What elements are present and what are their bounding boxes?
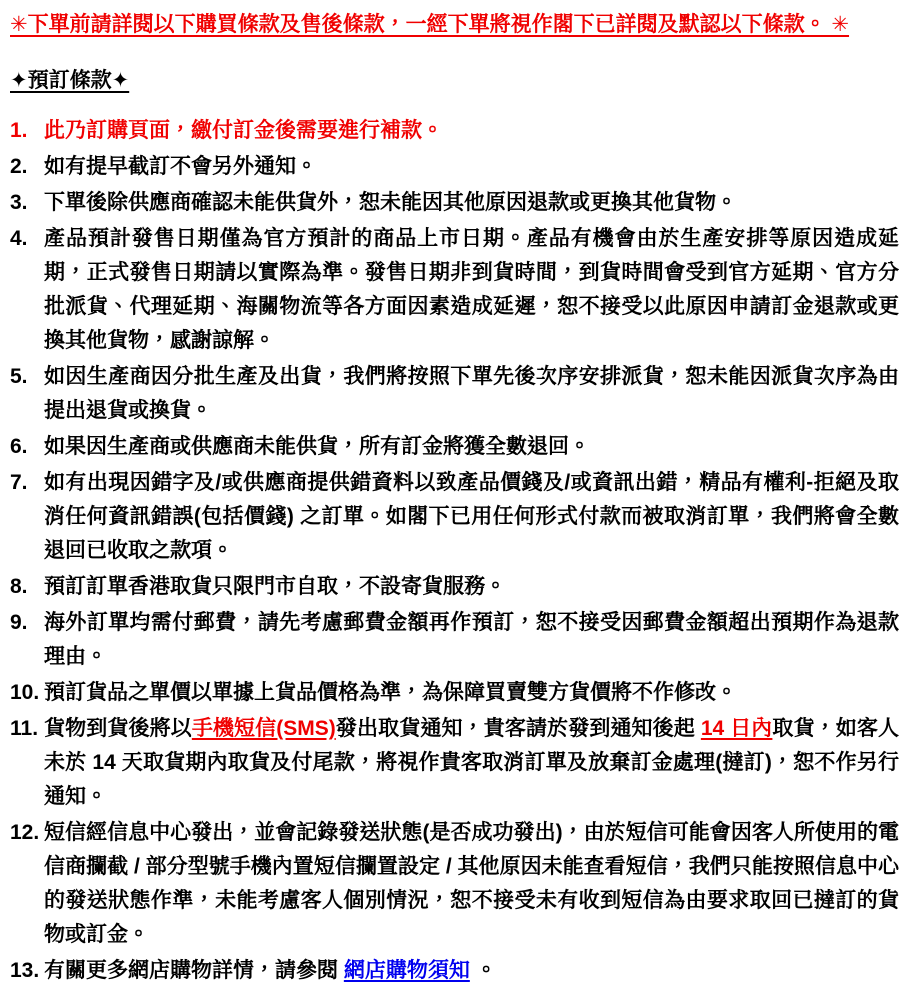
term-text xyxy=(44,435,590,458)
text-segment: 如因生產商因分批生產及出貨，我們將按照下單先後次序安排派貨，恕未能因派貨次序為由提出退貨或換貨。 xyxy=(44,365,899,422)
term-item-11 xyxy=(10,712,899,814)
term-item-9 xyxy=(10,606,899,674)
term-number: 13. xyxy=(10,959,40,982)
term-text xyxy=(44,959,497,982)
shop-notice-link[interactable]: 網店購物須知 xyxy=(343,959,470,982)
term-item-2 xyxy=(10,150,899,184)
term-item-3 xyxy=(10,186,899,220)
text-segment: 此乃訂購頁面，繳付訂金後需要進行補款。 xyxy=(44,119,443,142)
text-segment: 預訂貨品之單價以單據上貨品價格為準，為保障買賣雙方貨價將不作修改。 xyxy=(44,681,737,704)
purchase-notice-header: ✳下單前請詳閱以下購買條款及售後條款，一經下單將視作閣下已詳閱及默認以下條款。 ✳ xyxy=(10,13,850,36)
term-number: 9. xyxy=(10,611,28,634)
text-segment: 下單後除供應商確認未能供貨外，恕未能因其他原因退款或更換其他貨物。 xyxy=(44,191,737,214)
highlight-red: 14 日內 xyxy=(700,717,773,740)
term-item-5 xyxy=(10,360,899,428)
term-number: 1. xyxy=(10,119,28,142)
text-segment: 貨物到貨後將以 xyxy=(44,717,192,740)
highlight-red: 手機短信(SMS) xyxy=(191,717,336,740)
text-segment: 如有出現因錯字及/或供應商提供錯資料以致產品價錢及/或資訊出錯，精品有權利-拒絕及取消任何資訊錯誤(包括價錢) 之訂單。如閣下已用任何形式付款而被取消訂單，我們將會全數退回已收取之款項。 xyxy=(44,471,899,562)
term-text xyxy=(44,227,899,352)
term-item-1 xyxy=(10,114,899,148)
term-text xyxy=(44,155,317,178)
term-number: 2. xyxy=(10,155,28,178)
term-number: 3. xyxy=(10,191,28,214)
term-item-8 xyxy=(10,570,899,604)
text-segment: 預訂訂單香港取貨只限門市自取，不設寄貨服務。 xyxy=(44,575,506,598)
term-number: 7. xyxy=(10,471,28,494)
text-segment: 如有提早截訂不會另外通知。 xyxy=(44,155,317,178)
text-segment: 海外訂單均需付郵費，請先考慮郵費金額再作預訂，恕不接受因郵費金額超出預期作為退款理由。 xyxy=(44,611,899,668)
text-segment: 有關更多網店購物詳情，請參閱 xyxy=(44,959,344,982)
term-text xyxy=(44,575,506,598)
section-title: ✦預訂條款✦ xyxy=(10,69,130,92)
term-text xyxy=(44,365,899,422)
term-text xyxy=(44,471,899,562)
term-text xyxy=(44,119,443,142)
term-text xyxy=(44,611,899,668)
term-item-4 xyxy=(10,222,899,358)
text-segment: 取貨，如客人未於 14 天取貨期內取貨及付尾款，將視作貴客取消訂單及放棄訂金處理(撻訂)，恕不作另行通知。 xyxy=(44,717,899,808)
term-item-12 xyxy=(10,816,899,952)
term-item-6 xyxy=(10,430,899,464)
term-text xyxy=(44,717,899,808)
term-number: 8. xyxy=(10,575,28,598)
term-number: 4. xyxy=(10,227,28,250)
term-number: 5. xyxy=(10,365,28,388)
term-number: 12. xyxy=(10,821,40,844)
term-item-10 xyxy=(10,676,899,710)
text-segment: 發出取貨通知，貴客請於發到通知後起 xyxy=(335,717,701,740)
term-number: 6. xyxy=(10,435,28,458)
text-segment: 產品預計發售日期僅為官方預計的商品上市日期。產品有機會由於生產安排等原因造成延期，正式發售日期請以實際為準。發售日期非到貨時間，到貨時間會受到官方延期、官方分批派貨、代理延期、海關物流等各方面因素造成延遲，恕不接受以此原因申請訂金退款或更換其他貨物，感謝諒解。 xyxy=(44,227,899,352)
term-text xyxy=(44,821,899,946)
text-segment: 短信經信息中心發出，並會記錄發送狀態(是否成功發出)，由於短信可能會因客人所使用的電信商攔截 / 部分型號手機內置短信攔置設定 / 其他原因未能查看短信，我們只能按照信息中心的發送狀態作準，未能考慮客人個別情況，恕不接受未有收到短信為由要求取回已撻訂的貨物或訂金。 xyxy=(44,821,899,946)
term-item-13 xyxy=(10,954,899,988)
terms-list xyxy=(10,114,899,988)
term-number: 11. xyxy=(10,717,39,740)
term-text xyxy=(44,191,737,214)
text-segment: 。 xyxy=(469,959,497,982)
term-item-7 xyxy=(10,466,899,568)
term-text xyxy=(44,681,737,704)
text-segment: 如果因生產商或供應商未能供貨，所有訂金將獲全數退回。 xyxy=(44,435,590,458)
term-number: 10. xyxy=(10,681,40,704)
